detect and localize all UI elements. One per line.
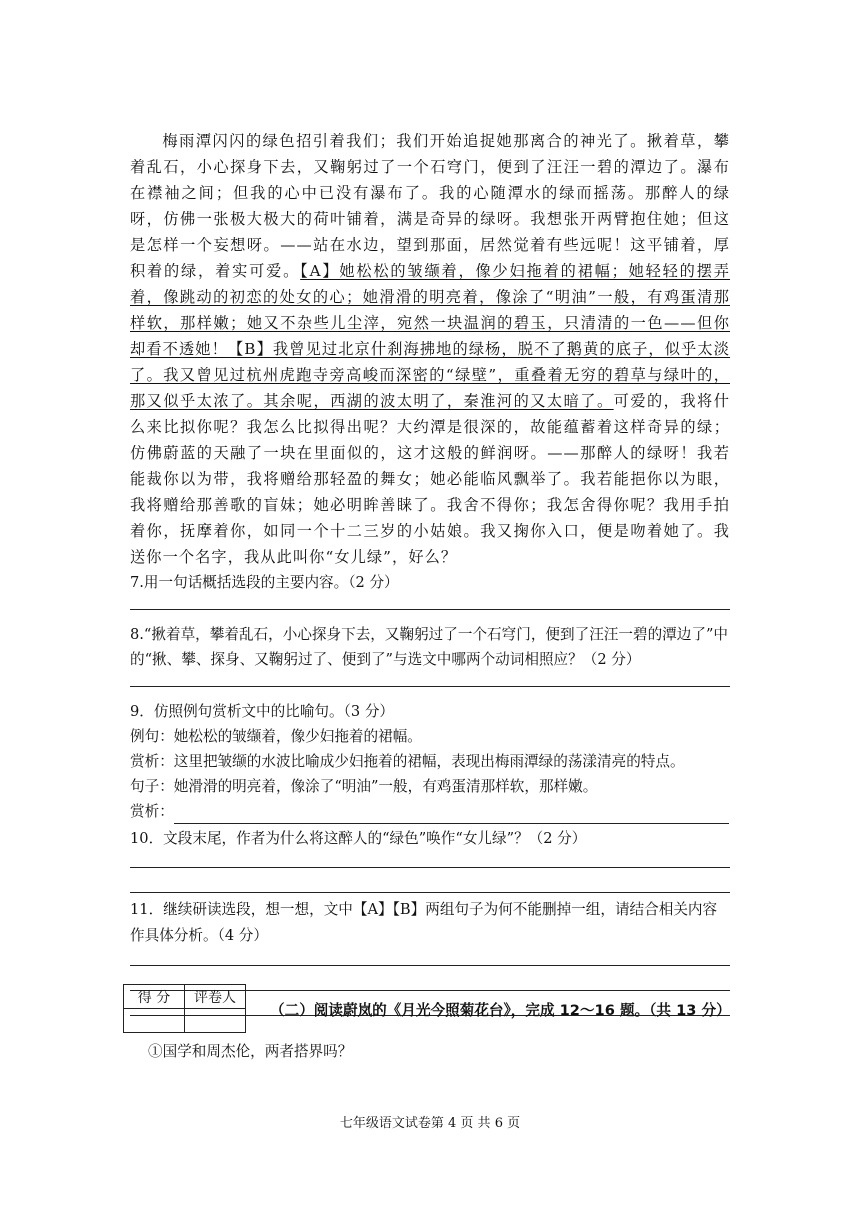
question-9: 9．仿照例句赏析文中的比喻句。（3 分） (130, 703, 395, 720)
passage-text-1: 梅雨潭闪闪的绿色招引着我们；我们开始追捉她那离合的神光了。揪着草，攀着乱石，小心探身下去，又鞠躬过了一个石穹门，便到了汪汪一碧的潭边了。瀑布在襟袖之间；但我的心中已没有瀑布了。我的心随潭水的绿而摇荡。那醉人的绿呀，仿佛一张极大极大的荷叶铺着，满是奇异的绿呀。我想张开两臂抱住她；但这是怎样一个妄想呀。——站在水边，望到那面，居然觉着有些远呢！这平铺着，厚积着的绿，着实可爱。 (130, 132, 730, 280)
question-9-sentence: 句子：她滑滑的明亮着，像涂了“明油”一般，有鸡蛋清那样软，那样嫩。 (130, 778, 598, 795)
question-9-example: 例句：她松松的皱缬着，像少妇拖着的裙幅。 (130, 728, 422, 745)
question-9-answer (130, 799, 730, 824)
score-cell[interactable] (124, 1009, 185, 1033)
grader-cell[interactable] (185, 1009, 246, 1033)
reading-passage (130, 128, 730, 570)
section-2-title: （二）阅读蔚岚的《月光今照菊花台》，完成 12～16 题。（共 13 分） (270, 1002, 731, 1019)
section-2-first-paragraph: ①国学和周杰伦，两者搭界吗？ (148, 1043, 353, 1060)
score-header: 得 分 (124, 985, 185, 1009)
answer-line-11a[interactable] (130, 949, 730, 966)
question-9-analysis: 赏析：这里把皱缬的水波比喻成少妇拖着的裙幅，表现出梅雨潭绿的荡漾清亮的特点。 (130, 753, 685, 770)
question-11: 11．继续研读选段，想一想，文中【A】【B】两组句子为何不能删掉一组，请结合相关内容作具体分析。（4 分） (130, 901, 718, 944)
score-table (123, 984, 246, 1033)
exam-page (130, 128, 730, 1026)
answer-line-9[interactable] (174, 809, 729, 824)
question-7: 7.用一句话概括选段的主要内容。（2 分） (130, 574, 399, 591)
page-footer: 七年级语文试卷第 4 页 共 6 页 (339, 1116, 521, 1131)
question-8: 8.“揪着草，攀着乱石，小心探身下去，又鞠躬过了一个石穹门，便到了汪汪一碧的潭边了”中的“揪、攀、探身、又鞠躬过了、便到了”与选文中哪两个动词相照应？（2 分） (130, 626, 729, 668)
answer-line-8[interactable] (130, 672, 730, 687)
passage-text-2: 可爱的，我将什么来比拟你呢？我怎么比拟得出呢？大约潭是很深的，故能蕴蓄着这样奇异的绿；仿佛蔚蓝的天融了一块在里面似的，这才这般的鲜润呀。——那醉人的绿呀！我若能裁你以为带，我将赠给那轻盈的舞女；她必能临风飘举了。我若能挹你以为眼，我将赠给那善歌的盲妹；她必明眸善睐了。我舍不得你；我怎舍得你呢？我用手拍着你，抚摩着你，如同一个十二三岁的小姑娘。我又掬你入口，便是吻着她了。我送你一个名字，我从此叫你“女儿绿”，好么？ (130, 392, 730, 566)
answer-line-7[interactable] (130, 595, 730, 610)
grader-header: 评卷人 (185, 985, 246, 1009)
underlined-group-b: 【B】我曾见过北京什刹海拂地的绿杨，脱不了鹅黄的底子，似乎太淡了。我又曾见过杭州虎跑寺旁高峻而深密的“绿壁”，重叠着无穷的碧草与绿叶的，那又似乎太浓了。其余呢，西湖的波太明了，秦淮河的又太暗了。 (130, 340, 731, 410)
underlined-group-a: 【A】她松松的皱缬着，像少妇拖着的裙幅；她轻轻的摆弄着，像跳动的初恋的处女的心；她滑滑的明亮着，像涂了“明油”一般，有鸡蛋清那样软，那样嫩；她又不杂些儿尘滓，宛然一块温润的碧玉，只清清的一色——但你却看不透她！ (130, 262, 731, 358)
answer-line-10a[interactable] (130, 851, 730, 868)
answer-label-9: 赏析： (130, 803, 174, 820)
question-10: 10．文段末尾，作者为什么将这醉人的“绿色”唤作“女儿绿”？（2 分） (130, 830, 587, 847)
answer-line-10b[interactable] (130, 878, 730, 893)
